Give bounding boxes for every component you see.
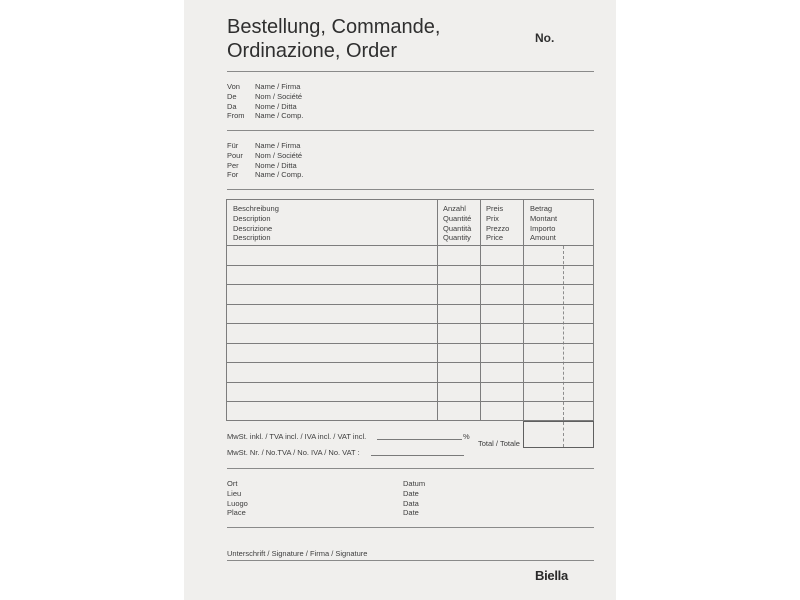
for-lang-label: Per	[227, 160, 239, 170]
for-row	[227, 170, 303, 180]
header-text: Importo	[530, 223, 556, 233]
header-text: Montant	[530, 213, 558, 223]
from-field-label: Nom / Société	[255, 91, 303, 101]
from-block	[227, 82, 303, 121]
header-text: Beschreibung	[233, 204, 279, 213]
divider	[227, 527, 594, 528]
order-form-sheet	[184, 0, 616, 600]
header-text: Description	[233, 233, 271, 243]
column-header-quantity	[443, 204, 471, 243]
table-row-line	[227, 323, 593, 324]
for-lang-label: Pour	[227, 150, 243, 160]
column-header-amount	[530, 204, 557, 243]
place-label: Place	[227, 508, 246, 518]
header-text: Betrag	[530, 204, 553, 213]
header-text: Descrizione	[233, 223, 273, 233]
from-lang-label: Da	[227, 101, 237, 111]
place-label: Lieu	[227, 488, 242, 498]
total-label: Total / Totale	[478, 439, 520, 448]
header-text: Prezzo	[486, 223, 510, 233]
form-title	[227, 15, 440, 63]
column-divider	[437, 200, 438, 420]
for-field-label: Name / Comp.	[255, 170, 304, 180]
for-field-label: Name / Firma	[255, 141, 301, 150]
header-text: Anzahl	[443, 204, 466, 213]
header-text: Price	[486, 233, 504, 243]
for-lang-label: Für	[227, 141, 239, 150]
table-row-line	[227, 401, 593, 402]
header-text: Quantity	[443, 233, 471, 243]
from-field-label: Name / Comp.	[255, 111, 304, 121]
date-label: Datum	[403, 479, 426, 488]
header-text: Amount	[530, 233, 556, 243]
signature-label: Unterschrift / Signature / Firma / Signature	[227, 549, 368, 558]
total-box[interactable]	[523, 421, 594, 448]
table-row-line	[227, 265, 593, 266]
for-row	[227, 151, 303, 161]
cents-divider	[563, 422, 564, 447]
header-text: Quantité	[443, 213, 472, 223]
for-block	[227, 141, 303, 180]
for-lang-label: For	[227, 170, 239, 180]
from-lang-label: From	[227, 111, 245, 121]
place-labels	[227, 479, 248, 518]
table-row-line	[227, 245, 593, 246]
date-label: Data	[403, 498, 419, 508]
header-text: Preis	[486, 204, 504, 213]
table-row-line	[227, 382, 593, 383]
header-text: Prix	[486, 213, 499, 223]
header-text: Description	[233, 213, 271, 223]
title-line-1: Bestellung, Commande,	[227, 16, 441, 38]
column-divider	[523, 200, 524, 420]
vat-included-field[interactable]	[377, 439, 462, 440]
divider	[227, 189, 594, 190]
place-label: Luogo	[227, 498, 248, 508]
for-row	[227, 141, 303, 151]
column-header-description	[233, 204, 279, 243]
brand-logo: Biella	[535, 568, 568, 583]
percent-sign: %	[463, 432, 470, 441]
table-row-line	[227, 304, 593, 305]
divider	[227, 468, 594, 469]
cents-divider	[563, 246, 564, 420]
date-labels	[403, 479, 425, 518]
from-field-label: Name / Firma	[255, 82, 301, 91]
title-line-2: Ordinazione, Order	[227, 40, 398, 62]
table-row-line	[227, 362, 593, 363]
for-field-label: Nom / Société	[255, 150, 303, 160]
divider	[227, 71, 594, 72]
column-divider	[480, 200, 481, 420]
from-row	[227, 92, 303, 102]
for-row	[227, 161, 303, 171]
from-row	[227, 102, 303, 112]
table-row-line	[227, 284, 593, 285]
from-lang-label: De	[227, 91, 237, 101]
vat-number-field[interactable]	[371, 455, 464, 456]
signature-line	[227, 560, 594, 561]
date-label: Date	[403, 488, 419, 498]
from-row	[227, 82, 303, 92]
table-row-line	[227, 343, 593, 344]
from-field-label: Nome / Ditta	[255, 101, 297, 111]
from-row	[227, 111, 303, 121]
divider	[227, 130, 594, 131]
header-text: Quantità	[443, 223, 472, 233]
items-table	[226, 199, 594, 421]
place-label: Ort	[227, 479, 238, 488]
order-number-label: No.	[535, 31, 555, 45]
date-label: Date	[403, 508, 419, 518]
for-field-label: Nome / Ditta	[255, 160, 297, 170]
from-lang-label: Von	[227, 82, 240, 91]
column-header-price	[486, 204, 509, 243]
vat-number-label: MwSt. Nr. / No.TVA / No. IVA / No. VAT :	[227, 448, 360, 457]
vat-included-label: MwSt. inkl. / TVA incl. / IVA incl. / VAT incl.	[227, 432, 367, 441]
